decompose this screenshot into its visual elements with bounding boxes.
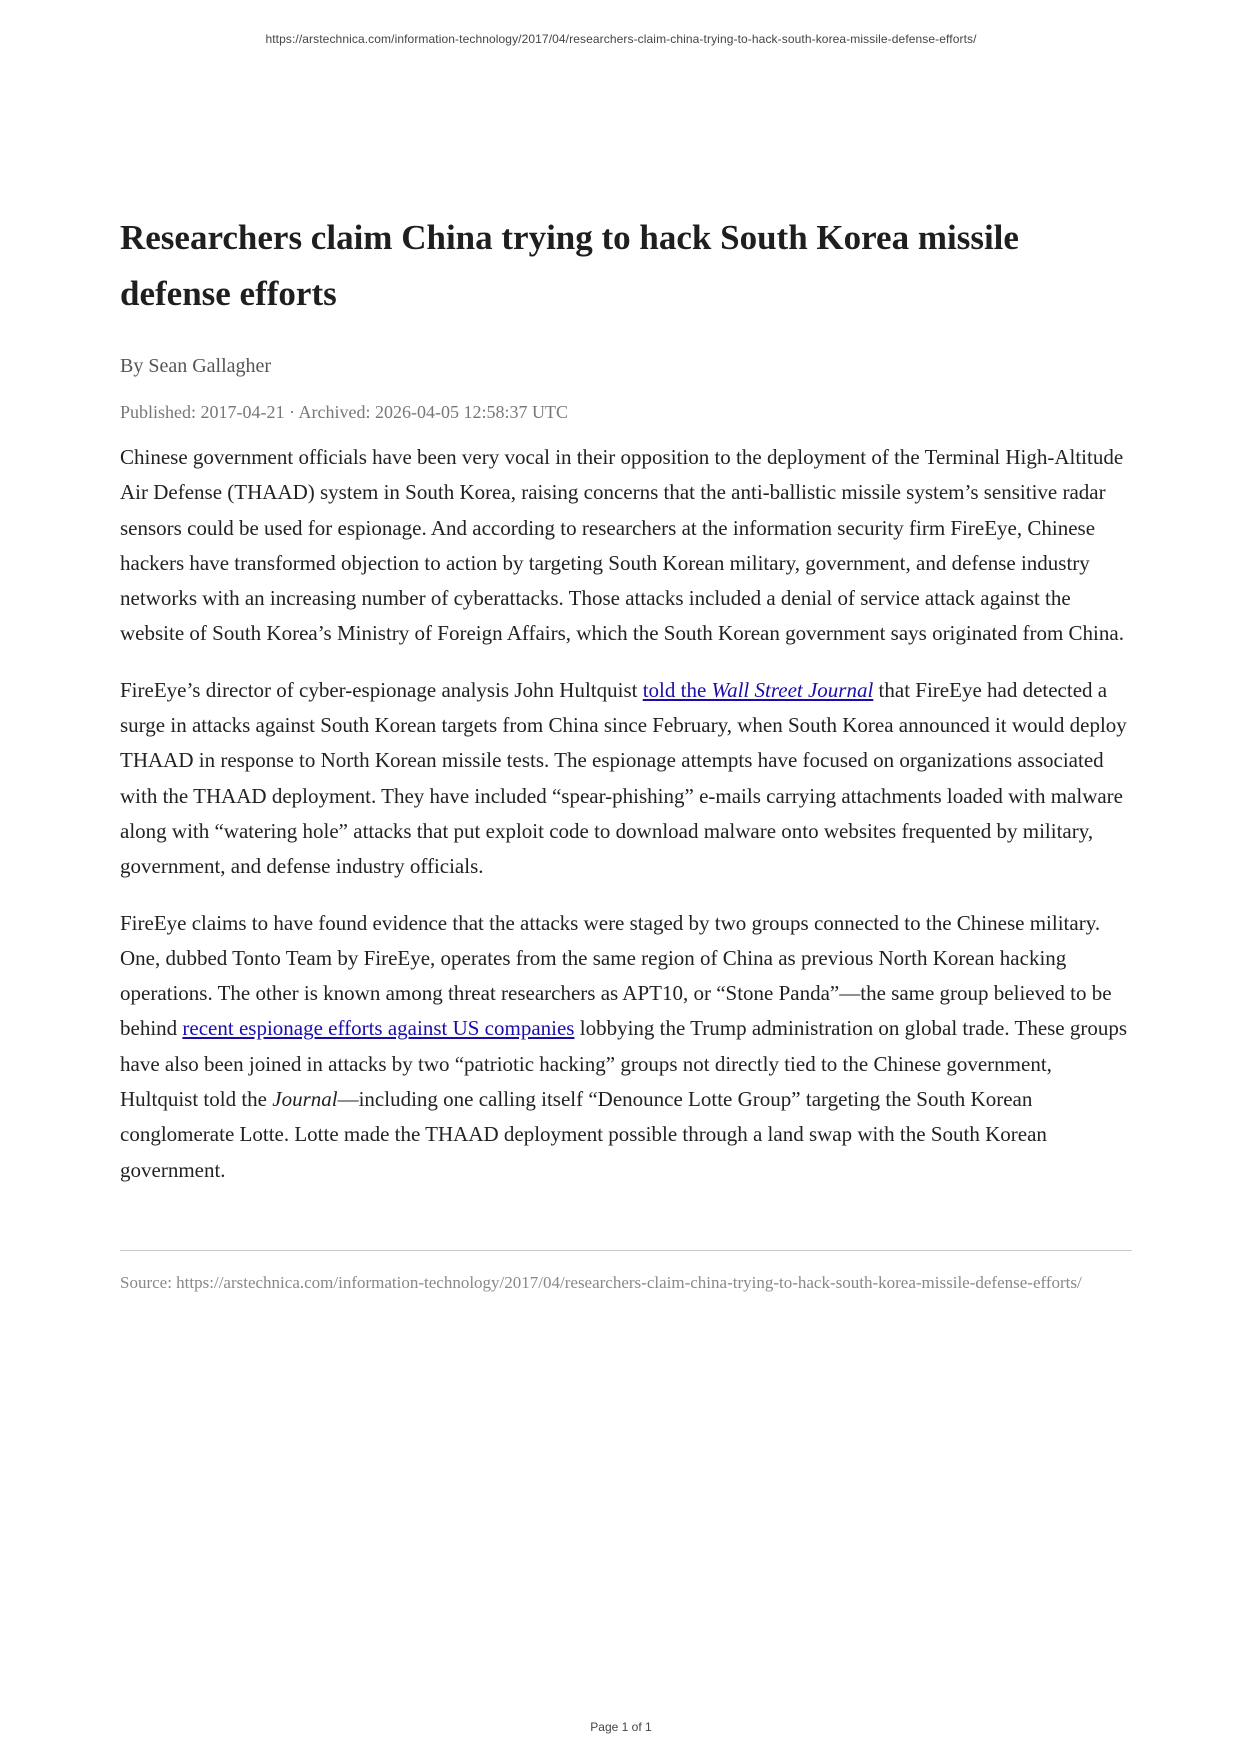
paragraph-3-text-after: —including one calling itself “Denounce Lotte Group” targeting the South Korean conglomerate Lotte. Lotte made the THAAD deployment possible through a land swap with the South Korean government.: [120, 1087, 1047, 1182]
page-url-header: https://arstechnica.com/information-technology/2017/04/researchers-claim-china-trying-to-hack-south-korea-missile-defense-efforts/: [265, 32, 977, 46]
wsj-link-prefix: told the: [642, 677, 712, 702]
source-line: Source: https://arstechnica.com/information-technology/2017/04/researchers-claim-china-trying-to-hack-south-korea-missile-defense-efforts/: [120, 1272, 1082, 1292]
paragraph-3: [120, 906, 1132, 1188]
wsj-article-link[interactable]: [643, 678, 874, 702]
paragraph-1: Chinese government officials have been very vocal in their opposition to the deployment of the Terminal High-Altitude Air Defense (THAAD) system in South Korea, raising concerns that the anti-ballistic missile system’s sensitive radar sensors could be used for espionage. And according to researchers at the information security firm FireEye, Chinese hackers have transformed objection to action by targeting South Korean military, government, and defense industry networks with an increasing number of cyberattacks. Those attacks included a denial of service attack against the website of South Korea’s Ministry of Foreign Affairs, which the South Korean government says originated from China.: [120, 445, 1124, 646]
article-title: Researchers claim China trying to hack South Korea missile defense efforts: [120, 218, 1019, 313]
source-divider: [120, 1250, 1132, 1251]
wsj-link-italic: Wall Street Journal: [711, 677, 874, 702]
article-byline: By Sean Gallagher: [120, 355, 272, 377]
espionage-efforts-link[interactable]: recent espionage efforts against US companies: [182, 1016, 575, 1041]
paragraph-3-text-before: FireEye claims to have found evidence that the attacks were staged by two groups connected to the Chinese military. One, dubbed Tonto Team by FireEye, operates from the same region of China as previous North Korean hacking operations. The other is known among threat researchers as APT10, or “Stone Panda”—the same group believed to be behind: [120, 910, 1112, 1041]
paragraph-2: [120, 673, 1132, 885]
journal-italic: Journal: [272, 1087, 338, 1112]
page-number-footer: Page 1 of 1: [590, 1720, 652, 1734]
paragraph-3-text-middle: lobbying the Trump administration on global trade. These groups have also been joined in attacks by two “patriotic hacking” groups not directly tied to the Chinese government, Hultquist told the: [120, 1016, 1128, 1112]
article-meta: Published: 2017-04-21 · Archived: 2026-04-05 12:58:37 UTC: [120, 402, 568, 422]
paragraph-2-text-after: that FireEye had detected a surge in attacks against South Korean targets from China since February, when South Korea announced it would deploy THAAD in response to North Korean missile tests. The espionage attempts have focused on organizations associated with the THAAD deployment. They have included “spear-phishing” e-mails carrying attachments loaded with malware along with “watering hole” attacks that put exploit code to download malware onto websites frequented by military, government, and defense industry officials.: [120, 677, 1127, 879]
paragraph-2-text-before: FireEye’s director of cyber-espionage analysis John Hultquist: [120, 677, 643, 702]
article: [120, 210, 1132, 1295]
